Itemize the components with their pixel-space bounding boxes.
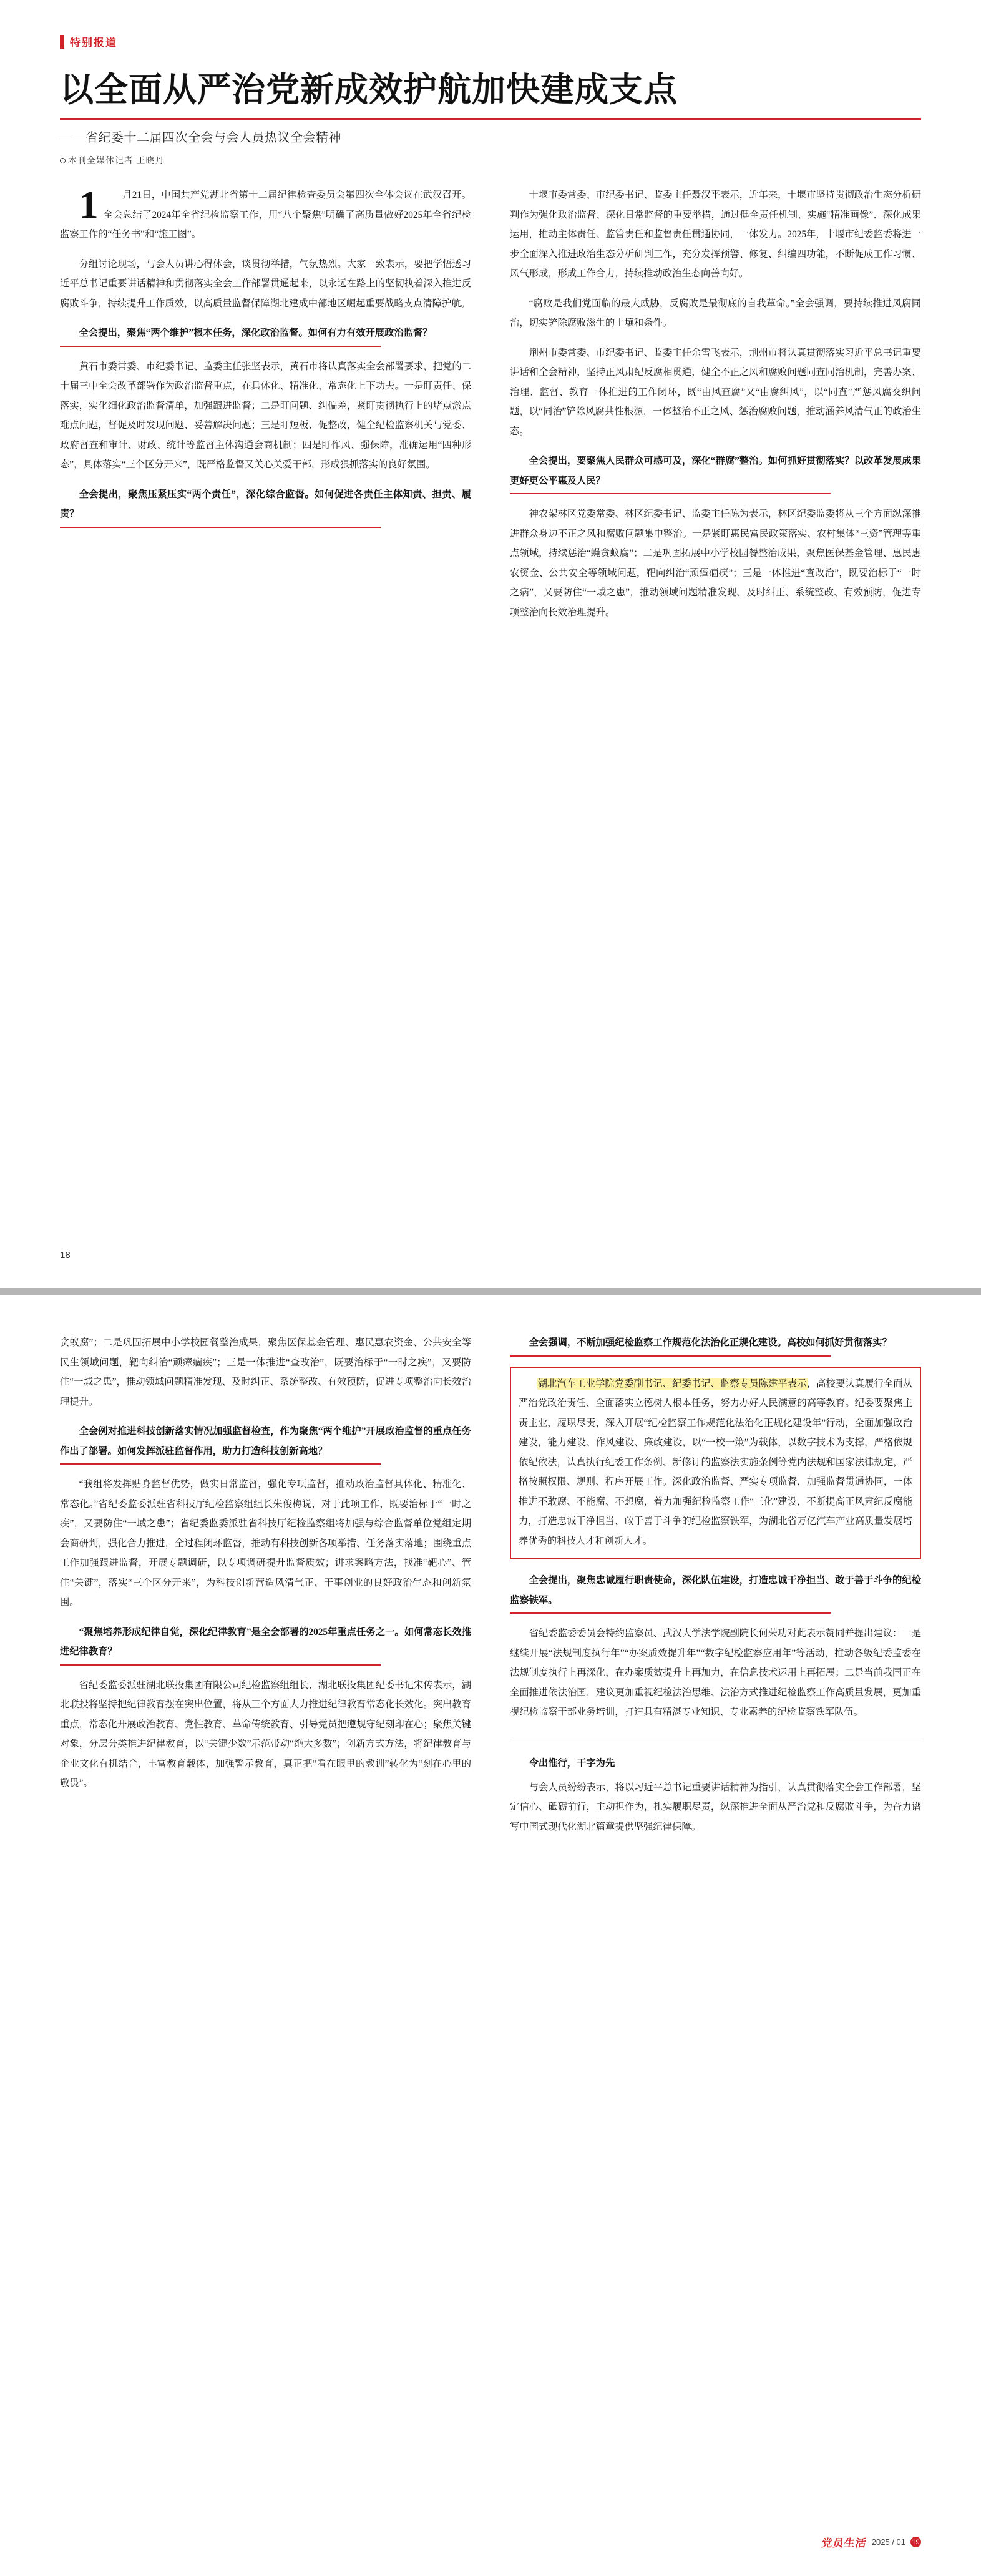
article-paragraph: 神农架林区党委常委、林区纪委书记、监委主任陈为表示，林区纪委监委将从三个方面纵深推进群众身边不正之风和腐败问题集中整治。一是紧盯惠民富民政策落实、农村集体“三资”管理等重点领域，持续惩治“蝇贪蚁腐”；二是巩固拓展中小学校园餐整治成果，聚焦医保基金管理、惠民惠农资金、公共安全等领域问题，靶向纠治“顽瘴痼疾”；三是一体推进“查改治”，既要治标于“一时之病”，又要防住“一域之患”，推动领域问题精准发现、及时纠正、系统整改、有效预防，促进专项整治向长效治理提升。: [510, 509, 921, 618]
page-footer-right: [822, 2534, 921, 2550]
question-underline: [60, 1664, 381, 1666]
article-paragraph: 荆州市委常委、市纪委书记、监委主任余雪飞表示，荆州市将认真贯彻落实习近平总书记重要讲话和全会精神，坚持正风肃纪反腐相贯通，健全不正之风和腐败问题同查同治机制，完善办案、治理、监督、教育一体推进的工作闭环，既“由风查腐”又“由腐纠风”，以“同查”严惩风腐交织问题，以“同治”铲除风腐共性根源，一体整治不正之风、惩治腐败问题，推动涵养风清气正的政治生态。: [510, 347, 921, 437]
article-paragraph: “我组将发挥贴身监督优势，做实日常监督，强化专项监督，推动政治监督具体化、精准化、常态化。”省纪委监委派驻省科技厅纪检监察组组长朱俊梅说，对于此项工作，既要治标于“一时之疾”，又要防住“一域之患”；省纪委监委派驻省科技厅纪检监察组将加强与综合监督单位党组定期会商研判，强化合力推进，全过程闭环监督，推动有科技创新各项举措、任务落实落地；围绕重点工作加强跟进监督，开展专题调研，以专项调研提升监督质效；讲求案略方法，找准“靶心”、管住“关键”，落实“三个区分开来”，为科技创新营造风清气正、干事创业的良好政治生态和创新氛围。: [60, 1479, 471, 1608]
issue-label: 2025 / 01: [871, 2537, 905, 2547]
kicker-bar-icon: [60, 35, 64, 49]
byline: [60, 154, 921, 167]
page1-columns: [60, 185, 921, 632]
page-subtitle: ——省纪委十二届四次全会与会人员热议全会精神: [60, 131, 341, 145]
question-text: 全会提出，要聚焦人民群众可感可及，深化“群腐”整治。如何抓好贯彻落实？以改革发展成果更好更公平惠及人民？: [510, 456, 921, 486]
magazine-logo: 党员生活: [821, 2537, 867, 2549]
kicker-label: 特别报道: [70, 37, 117, 49]
article-paragraph: “腐败是我们党面临的最大威胁，反腐败是最彻底的自我革命。”全会强调，要持续推进风腐同治，切实铲除腐败滋生的土壤和条件。: [510, 298, 921, 329]
interview-question: [60, 485, 471, 528]
article-paragraph: 省纪委监委派驻湖北联投集团有限公司纪检监察组组长、湖北联投集团纪委书记宋传表示，湖北联投将坚持把纪律教育摆在突出位置，将从三个方面大力推进纪律教育常态化长效化。突出教育重点，常态化开展政治教育、党性教育、革命传统教育、引导党员把遵规守纪刻印在心；聚焦关键对象，分层分类推进纪律教育，以“关键少数”示范带动“绝大多数”；创新方式方法，将纪律教育与企业文化有机结合，丰富教育载体，加强警示教育，真正把“看在眼里的教训”转化为“刻在心里的敬畏”。: [60, 1679, 471, 1788]
question-underline: [510, 1612, 831, 1614]
question-text: 全会强调，不断加强纪检监察工作规范化法治化正规化建设。高校如何抓好贯彻落实？: [529, 1337, 892, 1348]
byline-dot-icon: [60, 158, 66, 163]
question-text: 全会提出，聚焦压紧压实“两个责任”，深化综合监督。如何促进各责任主体知责、担责、履责？: [60, 489, 471, 520]
magazine-page-right: [0, 1295, 981, 2576]
page2-columns: [60, 1333, 921, 1847]
question-text: 全会提出，聚焦“两个维护”根本任务，深化政治监督。如何有力有效开展政治监督？: [79, 328, 432, 339]
page-number-right: 19: [910, 2537, 921, 2547]
page-title: 以全面从严治党新成效护航加快建成支点: [60, 71, 678, 109]
paragraph-text: 月21日，中国共产党湖北省第十二届纪律检查委员会第四次全体会议在武汉召开。全会总结了2024年全省纪检监察工作，用“八个聚焦”明确了高质量做好2025年全省纪检监察工作的“任务书”和“施工图”。: [60, 190, 471, 240]
highlighted-speaker: 湖北汽车工业学院党委副书记、纪委书记、监察专员陈建平表示: [537, 1378, 807, 1389]
article-paragraph: 十堰市委常委、市纪委书记、监委主任聂汉平表示，近年来，十堰市坚持贯彻政治生态分析研判作为强化政治监督、深化日常监督的重要举措，通过健全责任机制、实施“精准画像”、深化成果运用，推动主体责任、监管责任和监督责任贯通协同，一体发力。2025年，十堰市纪委监委将进一步全面深入推进政治生态分析研判工作，充分发挥预警、修复、纠编四功能，不断促成工作习惯、风气形成，形成工作合力，持续推动政治生态向善向好。: [510, 190, 921, 280]
question-underline: [60, 1463, 381, 1465]
page2-right-column: [510, 1333, 921, 1847]
article-paragraph: 黄石市委常委、市纪委书记、监委主任张坚表示，黄石市将认真落实全会部署要求，把党的二十届三中全会改革部署作为政治监督重点，在具体化、精准化、常态化上下功夫。一是盯责任、保落实，实化细化政治监督清单，加强跟进监督；二是盯问题、纠偏差，紧盯贯彻执行上的堵点淤点难点问题，督促及时发现问题、妥善解决问题；三是盯短板、促整改，健全纪检监察机关与党委、政府督查和审计、财政、统计等监督主体沟通会商机制；四是盯作风、强保障，准确运用“四种形态”，具体落实“三个区分开来”，既严格监督又关心关爱干部，形成狠抓落实的良好氛围。: [60, 361, 471, 471]
article-paragraph: 贪蚁腐”；二是巩固拓展中小学校园餐整治成果，聚焦医保基金管理、惠民惠农资金、公共安全等民生领域问题，靶向纠治“顽瘴痼疾”；三是一体推进“查改治”，既要治标于“一时之疾”，又要防住“一域之患”，推动领域问题精准发现、及时纠正、系统整改、有效预防，促进专项整治向长效治理提升。: [60, 1337, 471, 1407]
article-paragraph: [519, 1374, 912, 1551]
question-underline: [60, 527, 381, 528]
section-kicker: [60, 34, 921, 49]
page-gap: [0, 1288, 981, 1295]
highlighted-quote-box: [510, 1367, 921, 1560]
question-text: 全会例对推进科技创新落实情况加强监督检查，作为聚焦“两个维护”开展政治监督的重点任务作出了部署。如何发挥派驻监督作用，助力打造科技创新高地？: [60, 1426, 471, 1456]
interview-question: [60, 323, 471, 347]
paragraph-text: ，高校要认真履行全面从严治党政治责任、全面落实立德树人根本任务，努力办好人民满意的高等教育。纪委要聚焦主责主业，履职尽责，深入开展“纪检监察工作规范化法治化正规化建设年”行动，全面加强政治建设，能力建设、作风建设、廉政建设，以“一校一策”为载体，以数字技术为支撑，严格依规依纪依法，认真执行纪委工作条例、新修订的监察法实施条例等党内法规和国家法律规定，严格按照权限、规则、程序开展工作。深化政治监督、严实专项监督，加强监督贯通协同，一体推进不敢腐、不能腐、不想腐，着力加强纪检监察工作“三化”建设，不断提高正风肃纪反腐能力，打造忠诚干净担当、敢于善于斗争的纪检监察铁军，为湖北省万亿汽车产业高质量发展培养优秀的科技人才和创新人才。: [519, 1378, 912, 1546]
interview-question: [510, 451, 921, 494]
article-paragraph: 分组讨论现场，与会人员讲心得体会，谈贯彻举措，气氛热烈。大家一致表示，要把学悟透习近平总书记重要讲话精神和贯彻落实全会工作部署贯通起来，以永远在路上的坚韧执着深入推进反腐败斗争，持续提升工作质效，以高质量监督保障湖北建成中部地区崛起重要战略支点清障护航。: [60, 258, 471, 309]
question-underline: [510, 493, 831, 494]
page1-left-column: [60, 185, 471, 632]
closing-heading: 令出惟行，干字为先: [529, 1757, 615, 1769]
drop-cap: 1: [79, 184, 99, 227]
interview-question: [510, 1333, 921, 1357]
page-number-left: 18: [60, 1250, 71, 1261]
question-text: “聚焦培养形成纪律自觉，深化纪律教育”是全会部署的2025年重点任务之一。如何常态长效推进纪律教育？: [60, 1626, 471, 1657]
question-underline: [510, 1355, 831, 1357]
byline-text: 本刊全媒体记者 王晓丹: [68, 157, 165, 167]
article-paragraph: 与会人员纷纷表示，将以习近平总书记重要讲话精神为指引，认真贯彻落实全会工作部署，坚定信心、砥砺前行，主动担作为，扎实履职尽责，纵深推进全面从严治党和反腐败斗争，为奋力谱写中国式现代化湖北篇章提供坚强纪律保障。: [510, 1782, 921, 1832]
question-underline: [60, 346, 381, 347]
article-paragraph: [60, 185, 471, 245]
interview-question: [60, 1422, 471, 1465]
question-text: 全会提出，聚焦忠诚履行职责使命，深化队伍建设，打造忠诚干净担当、敢于善于斗争的纪检监察铁军。: [510, 1575, 921, 1606]
page1-right-column: [510, 185, 921, 632]
interview-question: [60, 1622, 471, 1666]
title-divider: [60, 118, 921, 120]
interview-question: [510, 1571, 921, 1614]
page2-left-column: [60, 1333, 471, 1847]
article-paragraph: 省纪委监委委员会特约监察员、武汉大学法学院副院长何荣功对此表示赞同并提出建议：一是继续开展“法规制度执行年”“办案质效提升年”“数字纪检监察应用年”等活动，推动各级纪委监委在法规制度执行上再深化，在办案质效提升上再加力，在信息技术运用上再拓展；二是当前我国正在全面推进依法治国，建议更加重视纪检法治思维、法治方式推进纪检监察工作高质量发展，更加重视纪检监察干部业务培训，打造具有精湛专业知识、专业素养的纪检监察铁军队伍。: [510, 1628, 921, 1717]
